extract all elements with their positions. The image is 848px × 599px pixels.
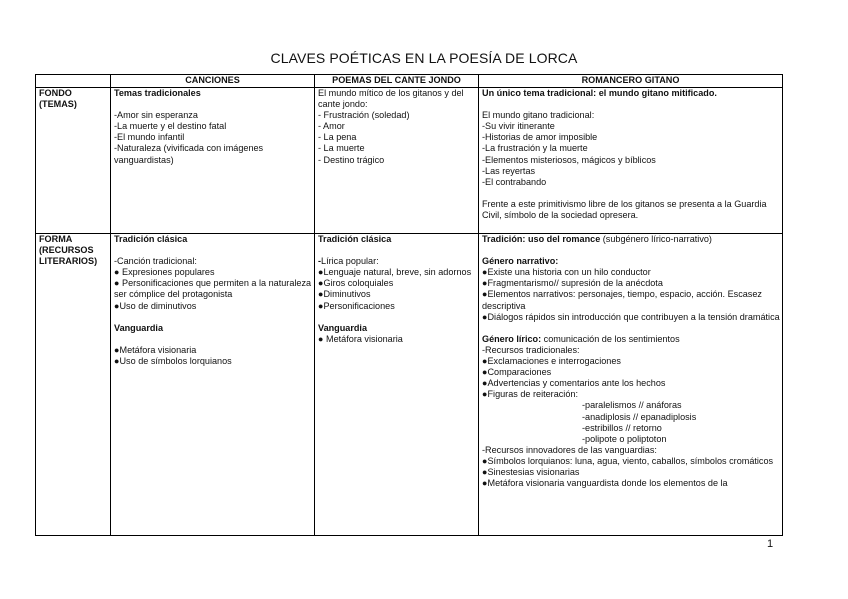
list-item: ●Uso de símbolos lorquianos bbox=[114, 356, 232, 367]
forma-canciones-sub-1: -Canción tradicional: bbox=[114, 256, 197, 267]
fondo-romancero-heading: Un único tema tradicional: el mundo gitano mitificado. bbox=[482, 88, 717, 98]
claves-table bbox=[35, 74, 783, 536]
header-row bbox=[36, 75, 783, 88]
page-number: 1 bbox=[767, 538, 774, 550]
fondo-romancero-closing: Frente a este primitivismo libre de los gitanos se presenta a la Guardia Civil, símbolo de la sociedad opresera. bbox=[482, 198, 767, 221]
forma-romancero-heading: Tradición: uso del romance bbox=[482, 234, 601, 244]
list-item: - Destino trágico bbox=[318, 154, 385, 165]
fondo-romancero-intro: El mundo gitano tradicional: bbox=[482, 110, 595, 121]
list-item: ●Personificaciones bbox=[318, 300, 395, 311]
lirico-heading: Género lírico: bbox=[482, 333, 542, 344]
list-item: ●Comparaciones bbox=[482, 367, 552, 378]
list-item: ● Expresiones populares bbox=[114, 267, 215, 278]
list-item: -Amor sin esperanza bbox=[114, 110, 198, 121]
list-item: -Su vivir itinerante bbox=[482, 121, 555, 132]
list-item: ●Figuras de reiteración: bbox=[482, 389, 578, 400]
list-item: -anadiplosis // epanadiplosis bbox=[582, 411, 697, 422]
lirico-note: comunicación de los sentimientos bbox=[541, 333, 680, 344]
list-item: - La muerte bbox=[318, 143, 365, 154]
list-item: ●Diminutivos bbox=[318, 289, 371, 300]
header-canciones: CANCIONES bbox=[111, 75, 315, 88]
list-item: -El contrabando bbox=[482, 176, 547, 187]
list-item: ● Personificaciones que permiten a la naturaleza ser cómplice del protagonista bbox=[114, 278, 312, 300]
list-item: ●Giros coloquiales bbox=[318, 278, 394, 289]
forma-sublabel-1: (RECURSOS bbox=[39, 245, 94, 256]
forma-romancero-heading-line bbox=[482, 234, 780, 245]
list-item: -estribillos // retorno bbox=[582, 422, 662, 433]
header-empty bbox=[36, 75, 111, 88]
list-item: -paralelismos // anáforas bbox=[582, 400, 682, 411]
list-item: -Las reyertas bbox=[482, 165, 536, 176]
list-item: ●Metáfora visionaria vanguardista donde los elementos de la bbox=[482, 478, 728, 489]
forma-canciones-heading-1: Tradición clásica bbox=[114, 234, 188, 244]
list-item: ●Sinestesias visionarias bbox=[482, 466, 580, 477]
header-cante-jondo: POEMAS DEL CANTE JONDO bbox=[315, 75, 479, 88]
forma-canciones-cell bbox=[111, 234, 315, 536]
recursos-tradicionales: -Recursos tradicionales: bbox=[482, 344, 580, 355]
fondo-cante-intro: El mundo mítico de los gitanos y del cante jondo: bbox=[318, 88, 464, 110]
list-item: -Elementos misteriosos, mágicos y bíblicos bbox=[482, 154, 656, 165]
list-item: -Naturaleza (vivificada con imágenes vanguardistas) bbox=[114, 143, 264, 165]
list-item: ●Advertencias y comentarios ante los hechos bbox=[482, 378, 666, 389]
list-item: ●Lenguaje natural, breve, sin adornos bbox=[318, 267, 472, 278]
list-item: ●Metáfora visionaria bbox=[114, 344, 197, 355]
list-item: - Frustración (soledad) bbox=[318, 110, 410, 121]
forma-cante-heading-1: Tradición clásica bbox=[318, 234, 392, 244]
list-item: ●Uso de diminutivos bbox=[114, 300, 197, 311]
forma-romancero-heading-note: (subgénero lírico-narrativo) bbox=[600, 234, 712, 244]
list-item: -Historias de amor imposible bbox=[482, 132, 598, 143]
list-item: ● Metáfora visionaria bbox=[318, 333, 403, 344]
forma-romancero-cell bbox=[479, 234, 783, 536]
fondo-cante-cell bbox=[315, 88, 479, 234]
recursos-innovadores: -Recursos innovadores de las vanguardias: bbox=[482, 444, 657, 455]
list-item: -La muerte y el destino fatal bbox=[114, 121, 227, 132]
list-item: -polipote o poliptoton bbox=[582, 433, 667, 444]
fondo-row bbox=[36, 88, 783, 234]
forma-cante-sub-text: Lírica popular: bbox=[321, 256, 379, 267]
forma-label: FORMA bbox=[39, 234, 73, 244]
fondo-sublabel: (TEMAS) bbox=[39, 99, 77, 110]
fondo-romancero-cell bbox=[479, 88, 783, 234]
forma-label-cell bbox=[36, 234, 111, 536]
fondo-label-cell bbox=[36, 88, 111, 234]
document-title: CLAVES POÉTICAS EN LA POESÍA DE LORCA bbox=[270, 50, 578, 66]
list-item: ●Símbolos lorquianos: luna, agua, viento, caballos, símbolos cromáticos bbox=[482, 455, 774, 466]
forma-canciones-heading-2: Vanguardia bbox=[114, 322, 164, 333]
list-item: ●Elementos narrativos: personajes, tiempo, espacio, acción. Escasez descriptiva bbox=[482, 289, 762, 311]
fondo-label: FONDO bbox=[39, 88, 72, 98]
narrativo-heading: Género narrativo: bbox=[482, 256, 559, 267]
list-item: ●Fragmentarismo// supresión de la anécdota bbox=[482, 278, 663, 289]
lirico-heading-line bbox=[482, 334, 780, 345]
forma-sublabel-2: LITERARIOS) bbox=[39, 256, 98, 267]
list-item: ●Diálogos rápidos sin introducción que contribuyen a la tensión dramática bbox=[482, 311, 780, 322]
forma-cante-heading-2: Vanguardia bbox=[318, 322, 368, 333]
list-item: ●Exclamaciones e interrogaciones bbox=[482, 356, 621, 367]
forma-cante-cell bbox=[315, 234, 479, 536]
list-item: -La frustración y la muerte bbox=[482, 143, 588, 154]
forma-cante-sub-dash: - bbox=[318, 256, 322, 267]
list-item: -El mundo infantil bbox=[114, 132, 185, 143]
list-item: - La pena bbox=[318, 132, 357, 143]
forma-cante-sub-1 bbox=[318, 256, 476, 267]
list-item: ●Existe una historia con un hilo conductor bbox=[482, 267, 651, 278]
list-item: - Amor bbox=[318, 121, 345, 132]
forma-row bbox=[36, 234, 783, 536]
fondo-canciones-heading: Temas tradicionales bbox=[114, 88, 201, 98]
header-romancero: ROMANCERO GITANO bbox=[479, 75, 783, 88]
fondo-canciones-cell bbox=[111, 88, 315, 234]
